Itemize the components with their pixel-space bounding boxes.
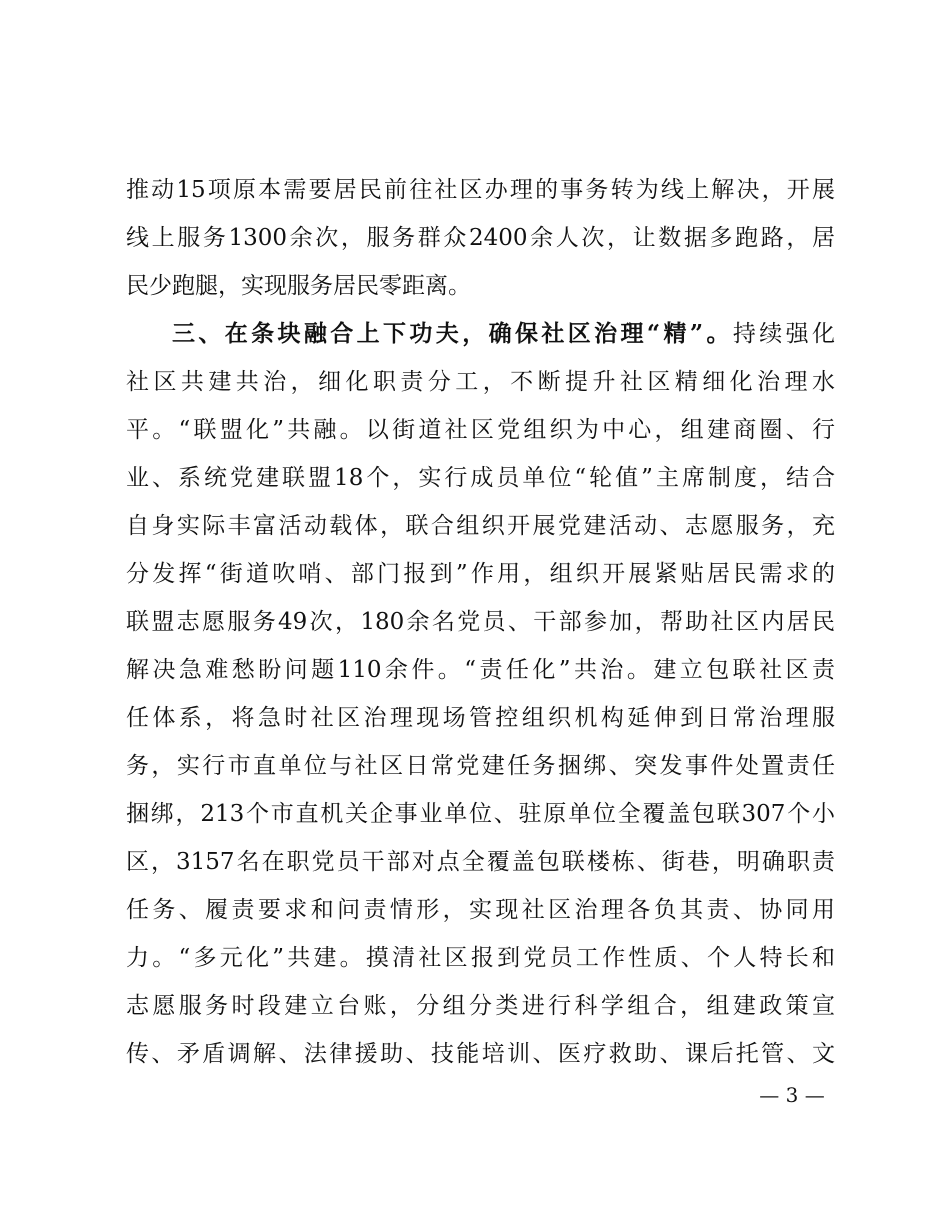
paragraph-line: 捆绑，213个市直机关企事业单位、驻原单位全覆盖包联307个小 bbox=[126, 801, 835, 827]
paragraph-line: 力。“多元化”共建。摸清社区报到党员工作性质、个人特长和 bbox=[126, 945, 835, 971]
paragraph-line: 任务、履责要求和问责情形，实现社区治理各负其责、协同用 bbox=[126, 897, 835, 923]
paragraph-line: 任体系，将急时社区治理现场管控组织机构延伸到日常治理服 bbox=[126, 705, 835, 731]
paragraph-line bbox=[126, 1085, 686, 1119]
paragraph-line: 志愿服务时段建立台账，分组分类进行科学组合，组建政策宣 bbox=[126, 993, 835, 1019]
paragraph-line: 传、矛盾调解、法律援助、技能培训、医疗救助、课后托管、文 bbox=[126, 1041, 835, 1067]
page-number: — 3 — bbox=[759, 1083, 825, 1107]
section-heading: 三、在条块融合上下功夫，确保社区治理“精”。 bbox=[172, 320, 733, 347]
paragraph-line: 推动15项原本需要居民前往社区办理的事务转为线上解决，开展 bbox=[126, 177, 835, 203]
paragraph-line: 线上服务1300余次，服务群众2400余人次，让数据多跑路，居 bbox=[126, 225, 835, 251]
paragraph-line: 分发挥“街道吹哨、部门报到”作用，组织开展紧贴居民需求的 bbox=[126, 561, 835, 587]
paragraph-line: 务，实行市直单位与社区日常党建任务捆绑、突发事件处置责任 bbox=[126, 753, 835, 779]
paragraph-line: 区，3157名在职党员干部对点全覆盖包联楼栋、街巷，明确职责 bbox=[126, 849, 835, 875]
paragraph-line: 社区共建共治，细化职责分工，不断提升社区精细化治理水 bbox=[126, 369, 835, 395]
paragraph-line: 自身实际丰富活动载体，联合组织开展党建活动、志愿服务，充 bbox=[126, 513, 835, 539]
paragraph-line: 平。“联盟化”共融。以街道社区党组织为中心，组建商圈、行 bbox=[126, 417, 835, 443]
paragraph-line: 解决急难愁盼问题110余件。“责任化”共治。建立包联社区责 bbox=[126, 657, 835, 683]
paragraph-line: 联盟志愿服务49次，180余名党员、干部参加，帮助社区内居民 bbox=[126, 609, 835, 635]
paragraph-line: 民少跑腿，实现服务居民零距离。 bbox=[126, 273, 471, 299]
paragraph-line: 业、系统党建联盟18个，实行成员单位“轮值”主席制度，结合 bbox=[126, 465, 835, 491]
section-heading-line bbox=[172, 317, 835, 351]
paragraph-line-tail: 持续强化 bbox=[732, 321, 836, 347]
